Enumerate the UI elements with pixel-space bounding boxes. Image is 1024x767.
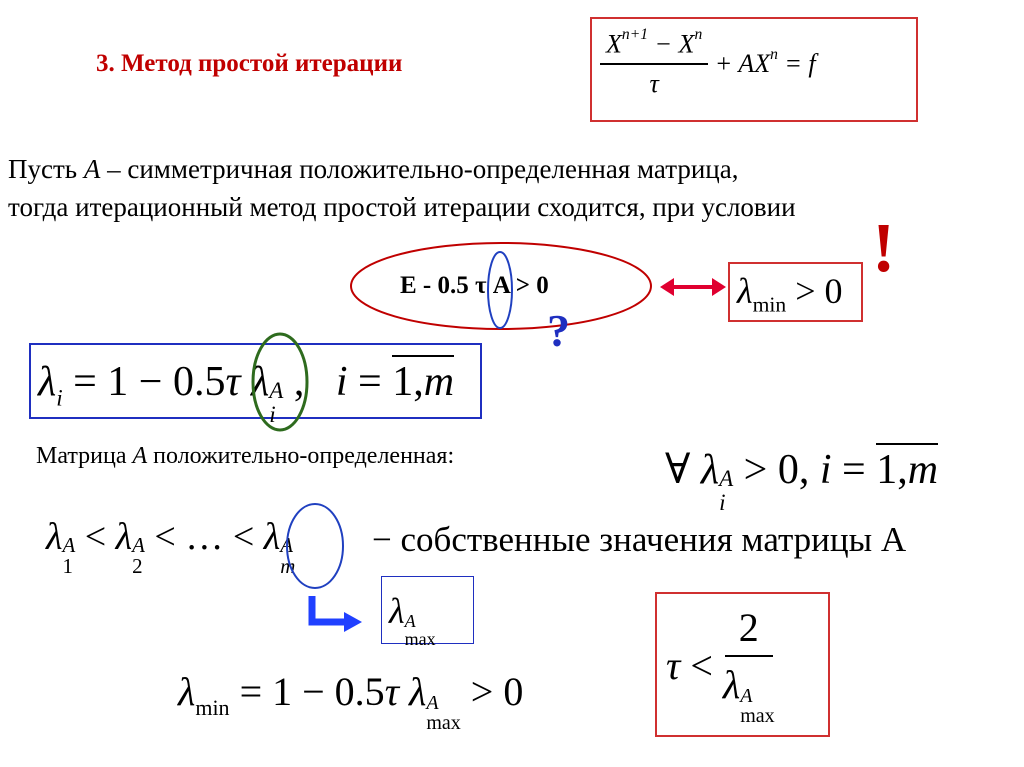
eigen-caption-text: − собственные значения матрицы A <box>372 520 907 559</box>
lambda-min-formula: $\lambda_{min} = 1 - 0.5\tau$ λ A max > 0 <box>178 669 524 734</box>
intro-line-2 <box>8 192 796 223</box>
lambda-i-formula: $\lambda_i = 1 - 0.5\tau$ λ A i , i = 1,m <box>38 358 454 426</box>
tau-bound: τ < 2 λ A max <box>666 605 775 727</box>
lambda-max-label: λ A max <box>389 591 436 649</box>
exclamation-mark: ! <box>872 210 896 287</box>
positive-definite-label: Матрица A положительно-определенная: <box>36 443 455 469</box>
intro-line-2-text: тогда итерационный метод простой итерации сходится, при условии <box>8 192 796 222</box>
section-title <box>96 50 402 78</box>
tau-bound-fraction: 2 λ A max <box>722 605 775 727</box>
blue-ellipse <box>283 500 347 592</box>
question-mark: ? <box>547 305 570 356</box>
l-arrow-icon <box>306 594 364 634</box>
eigen-order: λ A 1 < λ A 2 < … < λ A m <box>46 516 296 579</box>
lambda-min-condition: $\lambda_{min} > 0$ <box>737 271 843 317</box>
double-arrow-icon <box>660 274 726 300</box>
condition-value: E - 0.5 τ A > 0 <box>400 272 549 299</box>
scheme-fraction: $\frac{X^{n+1} - X^n}{\tau}$ <box>600 26 708 99</box>
intro-line-1: Пусть A – симметричная положительно-определенная матрица, <box>8 154 739 184</box>
scheme-formula: $\frac{X^{n+1} - X^n}{\tau}$ + $AX^n = f$ <box>600 26 816 99</box>
forall-formula: ∀ λ A i > 0, i = 1,m <box>665 444 938 514</box>
eigen-caption <box>372 520 906 560</box>
condition-text <box>400 272 549 300</box>
green-ellipse <box>248 330 312 434</box>
section-title-text: 3. Метод простой итерации <box>96 50 403 77</box>
